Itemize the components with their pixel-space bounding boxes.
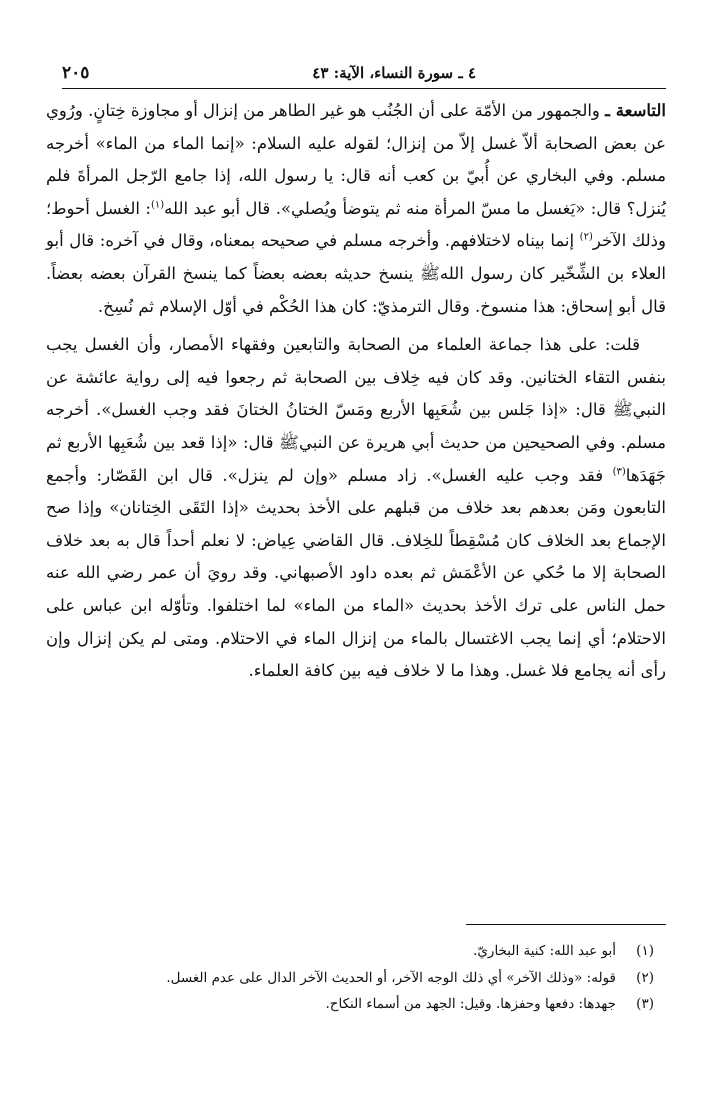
footnote-text: قوله: «وذلك الآخر» أي ذلك الوجه الآخر، أو الحديث الآخر الدال على عدم الغسل. — [166, 969, 616, 986]
footnote-item — [46, 938, 654, 965]
paragraph-ninth-issue — [46, 95, 666, 323]
paragraph-commentary — [46, 329, 666, 688]
paragraph-text: : الغسل أحوط؛ وذلك الآخر — [46, 198, 666, 251]
page-header — [62, 58, 666, 89]
footnote-ref-3: (٣) — [612, 466, 626, 478]
page-number: ٢٠٥ — [62, 63, 90, 83]
paragraph-lead: التاسعة ـ — [605, 101, 667, 120]
footnote-number: (٢) — [636, 969, 654, 986]
paragraph-text: فقد وجب عليه الغسل». زاد مسلم «وإن لم ينزل». قال ابن القَصّار: وأجمع التابعون ومَن بعدهم بعد خلاف من قبلهم على الأخذ بحديث «إذا التَقَى الخِتانان» وإذا صح الإجماع بعد الخلاف كان مُسْقِطاً للخِلاف. قال القاضي عِياض: لا نعلم أحداً قال به بعد خلاف الصحابة إلا ما حُكي عن الأعْمَش ثم بعده داود الأصبهاني. وقد رويَ أن عمر رضي الله عنه حمل الناس على ترك الأخذ بحديث «الماء من الماء» لما اختلفوا. وتأوّله ابن عباس على الاحتلام؛ أي إنما يجب الاغتسال بالماء من إنزال الماء في الاحتلام. ومتى لم يكن إنزال وإن رأى أنه يجامع فلا غسل. وهذا ما لا خلاف فيه بين كافة العلماء. — [46, 465, 666, 681]
footnote-text: جهدها: دفعها وحفزها. وقيل: الجهد من أسماء النكاح. — [325, 996, 616, 1012]
footnotes — [46, 938, 654, 1018]
footnote-number: (١) — [636, 943, 654, 959]
paragraph-text: والجمهور من الأمّة على أن الجُنُب هو غير الطاهر من إنزال أو مجاوزة خِتانٍ. ورُوي عن بعض الصحابة ألاّ غسل إلاّ من إنزال؛ لقوله عليه السلام: «إنما الماء من الماء» أخرجه مسلم. وفي البخاري عن أُبيّ بن كعب أنه قال: يا رسول الله، إذا جامع الرّجل المرأةَ فلم يُنزل؟ قال: «يَغسل ما مسّ المرأة منه ثم يتوضأ ويُصلي». قال أبو عبد الله — [46, 101, 666, 218]
footnote-item — [46, 965, 654, 992]
footnote-item — [46, 991, 654, 1018]
footnote-number: (٣) — [636, 996, 654, 1012]
footnote-separator — [466, 924, 666, 925]
paragraph-text: قلت: على هذا جماعة العلماء من الصحابة والتابعين وفقهاء الأمصار، وأن الغسل يجب بنفس التقاء الختانين. وقد كان فيه خِلاف بين الصحابة ثم رجعوا فيه إلى رواية عائشة عن النبيﷺ قال: «إذا جَلس بين شُعَبِها الأربع ومَسّ الختانُ الختانَ فقد وجب الغسل». أخرجه مسلم. وفي الصحيحين من حديث أبي هريرة عن النبيﷺ قال: «إذا قعد بين شُعَبِها الأربع ثم جَهَدَها — [46, 335, 666, 485]
footnote-ref-1: (١) — [150, 199, 165, 211]
main-text — [46, 95, 666, 688]
paragraph-text: إنما بيناه لاختلافهم. وأخرجه مسلم في صحيحه بمعناه، وقال في آخره: قال أبو العلاء بن الشِّخّير كان رسول اللهﷺ ينسخ حديثه بعضه بعضاً كما ينسخ القرآن بعضه بعضاً. قال أبو إسحاق: هذا منسوخ. وقال الترمذيّ: كان هذا الحُكْم في أوّل الإسلام ثم نُسِخ. — [46, 231, 666, 316]
footnote-text: أبو عبد الله: كنية البخاريّ. — [473, 943, 616, 959]
footnote-ref-2: (٢) — [579, 231, 593, 243]
running-title: ٤ ـ سورة النساء، الآية: ٤٣ — [312, 64, 476, 82]
